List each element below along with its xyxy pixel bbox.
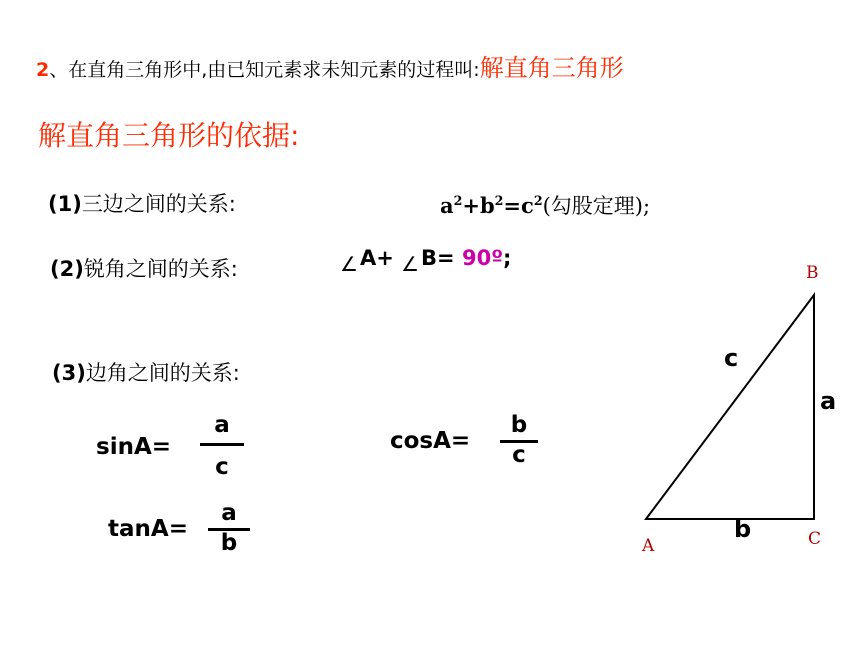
angle-symbol-a: ∠: [340, 252, 358, 276]
relation-2-text: 锐角之间的关系:: [83, 257, 238, 281]
tan-denominator: b: [220, 530, 238, 556]
formula-a: a: [440, 193, 454, 218]
tan-label: tanA=: [108, 516, 188, 542]
formula-sup-a: 2: [453, 193, 463, 208]
formula-sup-c: 2: [533, 193, 543, 208]
title-number: 2: [36, 59, 50, 81]
sin-numerator: a: [214, 412, 230, 438]
sin-label: sinA=: [96, 434, 172, 460]
formula-b: +b: [462, 193, 495, 218]
angle-end: ;: [503, 246, 512, 270]
cos-label: cosA=: [390, 428, 471, 454]
sin-denominator: c: [215, 454, 229, 480]
side-a-label: a: [820, 387, 837, 415]
formula-note: (勾股定理);: [542, 194, 651, 218]
formula-sup-b: 2: [494, 193, 504, 208]
relation-1-text: 三边之间的关系:: [81, 192, 236, 216]
tan-numerator: a: [221, 500, 237, 526]
angle-B: B=: [421, 246, 455, 270]
angle-value: 90º: [461, 246, 504, 270]
basis-heading: 解直角三角形的依据:: [38, 119, 300, 152]
title-term: 解直角三角形: [479, 54, 624, 82]
relation-2-number: (2): [50, 257, 84, 281]
cos-denominator: c: [512, 442, 526, 468]
triangle-shape: [646, 295, 814, 519]
vertex-B-label: B: [806, 263, 819, 283]
side-c-label: c: [724, 344, 739, 372]
formula-c: =c: [503, 193, 534, 218]
relation-1-number: (1): [48, 192, 82, 216]
side-b-label: b: [734, 515, 752, 543]
angle-A: A+: [359, 246, 394, 270]
vertex-C-label: C: [808, 529, 822, 549]
relation-3-number: (3): [52, 361, 86, 385]
cos-numerator: b: [510, 412, 528, 438]
title-text: 、在直角三角形中,由已知元素求未知元素的过程叫:: [49, 59, 480, 81]
angle-symbol-b: ∠: [401, 252, 420, 276]
vertex-A-label: A: [642, 536, 655, 556]
relation-3-text: 边角之间的关系:: [85, 361, 240, 385]
